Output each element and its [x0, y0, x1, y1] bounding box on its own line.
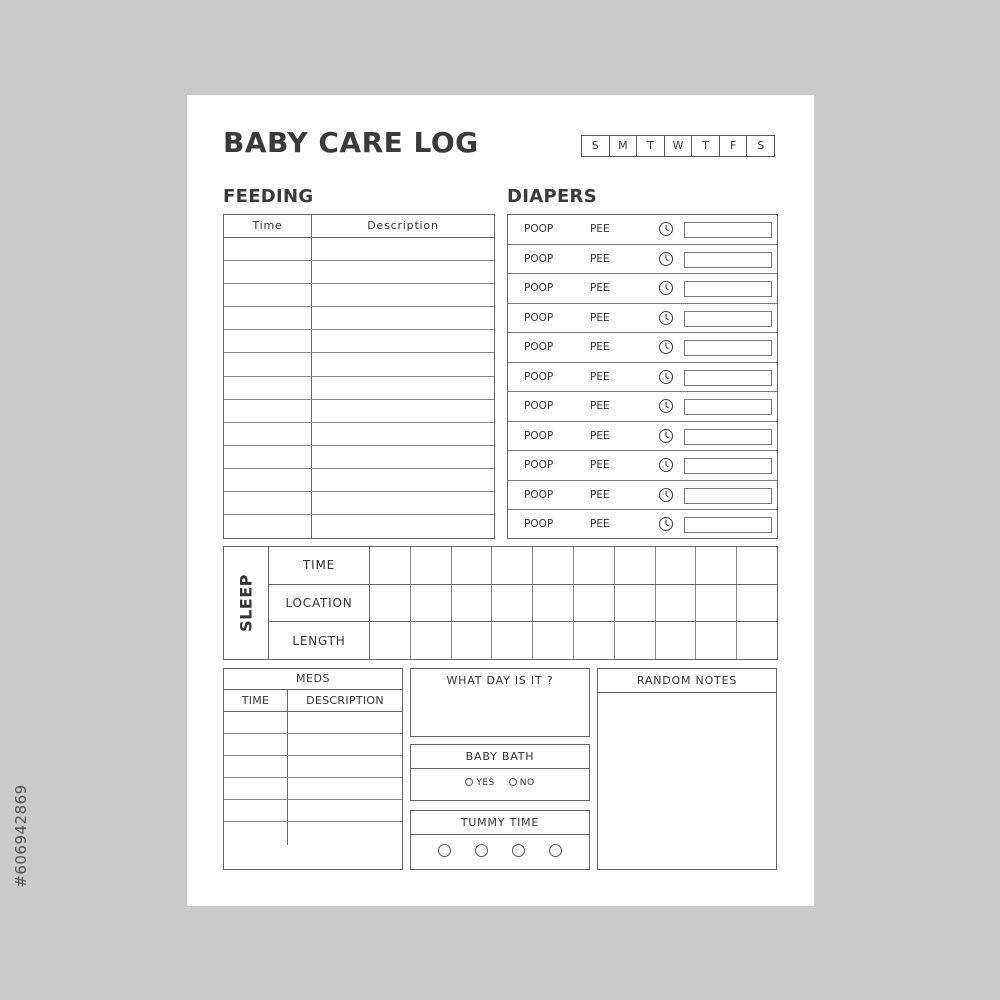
- meds-row: [224, 800, 402, 822]
- poop-label[interactable]: POOP: [524, 459, 554, 471]
- feeding-time-cell[interactable]: [224, 330, 312, 352]
- sleep-label-cell: [224, 547, 269, 659]
- what-day-heading: WHAT DAY IS IT ?: [446, 674, 554, 687]
- what-day-box[interactable]: [410, 668, 590, 737]
- sleep-cell[interactable]: [656, 622, 697, 659]
- diaper-time-field[interactable]: [684, 252, 772, 268]
- feeding-table-header: [224, 215, 494, 238]
- sleep-cell[interactable]: [574, 547, 615, 584]
- sleep-cell[interactable]: [656, 585, 697, 622]
- pee-label[interactable]: PEE: [590, 223, 610, 235]
- poop-label[interactable]: POOP: [524, 311, 554, 324]
- weekday-2[interactable]: T: [636, 136, 664, 156]
- pee-label[interactable]: PEE: [590, 282, 610, 294]
- feeding-time-cell[interactable]: [224, 284, 312, 306]
- feeding-description-cell[interactable]: [312, 284, 494, 306]
- sleep-cell[interactable]: [737, 585, 777, 622]
- pee-label[interactable]: PEE: [590, 400, 610, 412]
- sleep-cell[interactable]: [370, 547, 411, 584]
- sleep-cell[interactable]: [737, 622, 777, 659]
- sleep-cell[interactable]: [574, 585, 615, 622]
- feeding-description-cell[interactable]: [312, 330, 494, 352]
- random-notes-heading: RANDOM NOTES: [598, 669, 776, 693]
- sleep-cell[interactable]: [533, 622, 574, 659]
- poop-label[interactable]: POOP: [524, 400, 554, 412]
- feeding-time-cell[interactable]: [224, 307, 312, 329]
- sleep-cell[interactable]: [492, 547, 533, 584]
- sleep-cell[interactable]: [696, 547, 737, 584]
- sleep-cell[interactable]: [411, 622, 452, 659]
- pee-label[interactable]: PEE: [590, 370, 610, 383]
- feeding-description-cell[interactable]: [312, 238, 494, 260]
- sleep-cell[interactable]: [452, 585, 493, 622]
- feeding-time-cell[interactable]: [224, 423, 312, 445]
- bath-yes-label: YES: [476, 778, 495, 788]
- poop-label[interactable]: POOP: [524, 518, 554, 530]
- baby-bath-heading: BABY BATH: [411, 745, 589, 769]
- clock-icon: [658, 428, 674, 444]
- feeding-time-cell[interactable]: [224, 446, 312, 468]
- tummy-time-circle[interactable]: [549, 844, 562, 857]
- meds-row: [224, 756, 402, 778]
- diaper-time-field[interactable]: [684, 340, 772, 356]
- feeding-row: [224, 492, 494, 515]
- feeding-row: [224, 515, 494, 538]
- sleep-rows: [269, 547, 777, 659]
- feeding-row: [224, 446, 494, 469]
- diapers-heading: DIAPERS: [507, 186, 597, 207]
- diaper-row: [508, 215, 777, 245]
- sleep-cell[interactable]: [370, 585, 411, 622]
- feeding-time-cell[interactable]: [224, 492, 312, 514]
- feeding-time-cell[interactable]: [224, 353, 312, 375]
- feeding-row: [224, 469, 494, 492]
- planner-page: [187, 95, 814, 906]
- clock-icon: [658, 369, 674, 385]
- diaper-row: [508, 274, 777, 304]
- meds-description-cell[interactable]: [288, 800, 402, 821]
- bath-no-option[interactable]: [509, 778, 535, 788]
- feeding-time-cell[interactable]: [224, 377, 312, 399]
- sleep-row: [269, 622, 777, 659]
- feeding-description-cell[interactable]: [312, 261, 494, 283]
- feeding-description-cell[interactable]: [312, 377, 494, 399]
- sleep-row-label: LOCATION: [269, 585, 370, 622]
- diaper-row: [508, 333, 777, 363]
- meds-row: [224, 734, 402, 756]
- sleep-cell[interactable]: [696, 585, 737, 622]
- feeding-row: [224, 400, 494, 423]
- poop-label[interactable]: POOP: [524, 282, 554, 294]
- clock-icon: [658, 339, 674, 355]
- sleep-cell[interactable]: [492, 585, 533, 622]
- no-radio-icon: [509, 778, 517, 786]
- meds-row: [224, 778, 402, 800]
- sleep-row-label: LENGTH: [269, 622, 370, 659]
- diaper-time-field[interactable]: [684, 429, 772, 445]
- baby-bath-box: [410, 744, 590, 801]
- baby-bath-options: [411, 778, 589, 788]
- sleep-cell[interactable]: [533, 585, 574, 622]
- feeding-description-cell[interactable]: [312, 400, 494, 422]
- weekday-4[interactable]: T: [691, 136, 719, 156]
- feeding-time-cell[interactable]: [224, 261, 312, 283]
- sleep-row: [269, 547, 777, 585]
- feeding-row: [224, 377, 494, 400]
- pee-label[interactable]: PEE: [590, 429, 610, 442]
- meds-time-cell[interactable]: [224, 778, 288, 799]
- pee-label[interactable]: PEE: [590, 488, 610, 501]
- sleep-cell[interactable]: [452, 622, 493, 659]
- feeding-row: [224, 307, 494, 330]
- feeding-row: [224, 238, 494, 261]
- weekday-1[interactable]: M: [609, 136, 637, 156]
- tummy-time-heading: TUMMY TIME: [411, 811, 589, 835]
- weekday-6[interactable]: S: [746, 136, 774, 156]
- feeding-description-cell[interactable]: [312, 307, 494, 329]
- meds-time-cell[interactable]: [224, 822, 288, 844]
- feeding-description-cell[interactable]: [312, 423, 494, 445]
- diaper-time-field[interactable]: [684, 488, 772, 504]
- meds-col-time: TIME: [224, 690, 288, 711]
- feeding-description-cell[interactable]: [312, 446, 494, 468]
- diaper-time-field[interactable]: [684, 281, 772, 297]
- feeding-time-cell[interactable]: [224, 469, 312, 491]
- diaper-time-field[interactable]: [684, 517, 772, 533]
- tummy-time-box: [410, 810, 590, 870]
- clock-icon: [658, 457, 674, 473]
- meds-time-cell[interactable]: [224, 734, 288, 755]
- yes-radio-icon: [465, 778, 473, 786]
- pee-label[interactable]: PEE: [590, 252, 610, 265]
- sleep-cell[interactable]: [533, 547, 574, 584]
- diaper-row: [508, 422, 777, 452]
- diaper-time-field[interactable]: [684, 370, 772, 386]
- sleep-cell[interactable]: [615, 622, 656, 659]
- pee-label[interactable]: PEE: [590, 311, 610, 324]
- feeding-heading: FEEDING: [223, 186, 314, 207]
- diaper-row: [508, 451, 777, 481]
- meds-table-header: [224, 690, 402, 712]
- diaper-row: [508, 392, 777, 422]
- poop-label[interactable]: POOP: [524, 252, 554, 265]
- diaper-time-field[interactable]: [684, 399, 772, 415]
- diaper-time-field[interactable]: [684, 458, 772, 474]
- pee-label[interactable]: PEE: [590, 459, 610, 471]
- clock-icon: [658, 221, 674, 237]
- poop-label[interactable]: POOP: [524, 341, 554, 353]
- feeding-description-cell[interactable]: [312, 515, 494, 538]
- feeding-col-time: Time: [224, 215, 312, 237]
- feeding-row: [224, 353, 494, 376]
- sleep-cell[interactable]: [696, 622, 737, 659]
- sleep-cell[interactable]: [656, 547, 697, 584]
- feeding-description-cell[interactable]: [312, 353, 494, 375]
- side-image-id-text: #606942869: [12, 784, 30, 888]
- sleep-cell[interactable]: [737, 547, 777, 584]
- meds-description-cell[interactable]: [288, 756, 402, 777]
- feeding-description-cell[interactable]: [312, 469, 494, 491]
- diaper-time-field[interactable]: [684, 311, 772, 327]
- sleep-cell[interactable]: [615, 547, 656, 584]
- diapers-table: [507, 214, 778, 539]
- poop-label[interactable]: POOP: [524, 488, 554, 501]
- tummy-time-circle[interactable]: [438, 844, 451, 857]
- feeding-row: [224, 330, 494, 353]
- feeding-row: [224, 284, 494, 307]
- poop-label[interactable]: POOP: [524, 223, 554, 235]
- poop-label[interactable]: POOP: [524, 429, 554, 442]
- sleep-cell[interactable]: [411, 547, 452, 584]
- feeding-description-cell[interactable]: [312, 492, 494, 514]
- feeding-time-cell[interactable]: [224, 400, 312, 422]
- diaper-row: [508, 481, 777, 511]
- bath-yes-option[interactable]: [465, 778, 494, 788]
- sleep-cell[interactable]: [492, 622, 533, 659]
- feeding-col-description: Description: [367, 219, 439, 232]
- feeding-table: [223, 214, 495, 539]
- sleep-cell[interactable]: [411, 585, 452, 622]
- weekday-3[interactable]: W: [664, 136, 692, 156]
- diaper-time-field[interactable]: [684, 222, 772, 238]
- meds-description-cell[interactable]: [288, 734, 402, 755]
- clock-icon: [658, 516, 674, 532]
- sleep-cell[interactable]: [615, 585, 656, 622]
- weekday-5[interactable]: F: [719, 136, 747, 156]
- meds-description-cell[interactable]: [288, 822, 402, 844]
- pee-label[interactable]: PEE: [590, 341, 610, 353]
- meds-time-cell[interactable]: [224, 712, 288, 733]
- sleep-row-label: TIME: [269, 547, 370, 584]
- meds-table: [223, 668, 403, 870]
- pee-label[interactable]: PEE: [590, 518, 610, 530]
- sleep-cell[interactable]: [452, 547, 493, 584]
- diaper-row: [508, 245, 777, 275]
- clock-icon: [658, 487, 674, 503]
- sleep-row: [269, 585, 777, 623]
- diaper-row: [508, 510, 777, 540]
- poop-label[interactable]: POOP: [524, 370, 554, 383]
- sleep-grid: [223, 546, 778, 660]
- sleep-cell[interactable]: [574, 622, 615, 659]
- bath-no-label: NO: [519, 778, 535, 788]
- clock-icon: [658, 398, 674, 414]
- meds-row: [224, 822, 402, 844]
- feeding-row: [224, 423, 494, 446]
- clock-icon: [658, 280, 674, 296]
- meds-time-cell[interactable]: [224, 800, 288, 821]
- random-notes-box[interactable]: [597, 668, 777, 870]
- side-image-id: [8, 756, 34, 916]
- meds-description-cell[interactable]: [288, 778, 402, 799]
- weekday-selector: [581, 135, 775, 157]
- feeding-row: [224, 261, 494, 284]
- meds-heading: MEDS: [224, 669, 402, 690]
- tummy-time-circle[interactable]: [475, 844, 488, 857]
- meds-description-cell[interactable]: [288, 712, 402, 733]
- feeding-time-cell[interactable]: [224, 515, 312, 538]
- weekday-0[interactable]: S: [591, 139, 599, 152]
- diaper-row: [508, 304, 777, 334]
- sleep-cell[interactable]: [370, 622, 411, 659]
- meds-time-cell[interactable]: [224, 756, 288, 777]
- tummy-time-circle[interactable]: [512, 844, 525, 857]
- diaper-row: [508, 363, 777, 393]
- feeding-time-cell[interactable]: [224, 238, 312, 260]
- sleep-label: SLEEP: [236, 574, 256, 632]
- meds-row: [224, 712, 402, 734]
- clock-icon: [658, 251, 674, 267]
- clock-icon: [658, 310, 674, 326]
- meds-col-description: DESCRIPTION: [306, 694, 384, 707]
- tummy-time-circles: [411, 844, 589, 857]
- page-title: BABY CARE LOG: [223, 126, 479, 159]
